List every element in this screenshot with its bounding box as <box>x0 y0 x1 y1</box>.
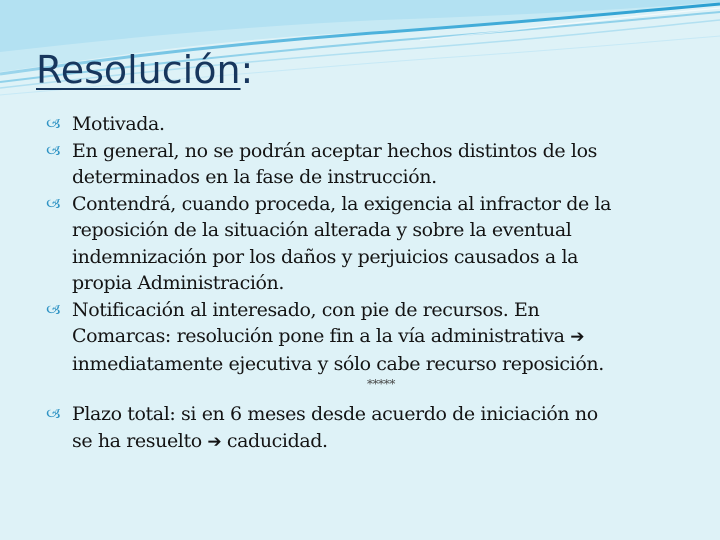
bullet-item <box>46 138 686 191</box>
bullet-item <box>46 401 686 455</box>
bullet-line: Motivada. <box>72 113 165 135</box>
bullet-line: Plazo total: si en 6 meses desde acuerdo de iniciación no <box>72 403 598 425</box>
wave-bullet-icon: 🙢 <box>46 141 61 160</box>
right-arrow-icon: ➔ <box>207 431 222 452</box>
separator-stars: ***** <box>366 377 395 391</box>
bullet-item <box>46 297 686 378</box>
bullet-line: En general, no se podrán aceptar hechos distintos de los <box>72 139 597 162</box>
bullet-line: inmediatamente ejecutiva y sólo cabe recurso reposición. <box>72 352 604 375</box>
bullet-line <box>72 428 686 456</box>
bullet-line-text: caducidad. <box>226 429 328 452</box>
wave-bullet-icon: 🙢 <box>46 115 61 133</box>
slide-title-text: Resolución <box>36 48 241 92</box>
wave-bullet-icon: 🙢 <box>46 194 61 213</box>
bullet-line: determinados en la fase de instrucción. <box>72 166 437 188</box>
bullet-line <box>72 323 686 351</box>
slide-title-colon: : <box>240 48 254 92</box>
bullet-item <box>46 191 686 297</box>
wave-bullet-icon: 🙢 <box>46 405 61 423</box>
slide-title <box>36 44 253 96</box>
bullet-item <box>46 111 686 138</box>
wave-bullet-icon: 🙢 <box>46 300 61 319</box>
bullet-line: propia Administración. <box>72 272 285 294</box>
bullet-line-text: Comarcas: resolución pone fin a la vía administrativa <box>72 325 565 347</box>
bullet-line: indemnización por los daños y perjuicios causados a la <box>72 245 579 268</box>
bullet-line-text: se ha resuelto <box>72 429 202 452</box>
right-arrow-icon: ➔ <box>570 327 585 347</box>
bullet-line: reposición de la situación alterada y sobre la eventual <box>72 219 572 241</box>
bullet-list <box>46 111 686 455</box>
bullet-line: Notificación al interesado, con pie de recursos. En <box>72 298 540 321</box>
bullet-line: Contendrá, cuando proceda, la exigencia al infractor de la <box>72 192 612 215</box>
